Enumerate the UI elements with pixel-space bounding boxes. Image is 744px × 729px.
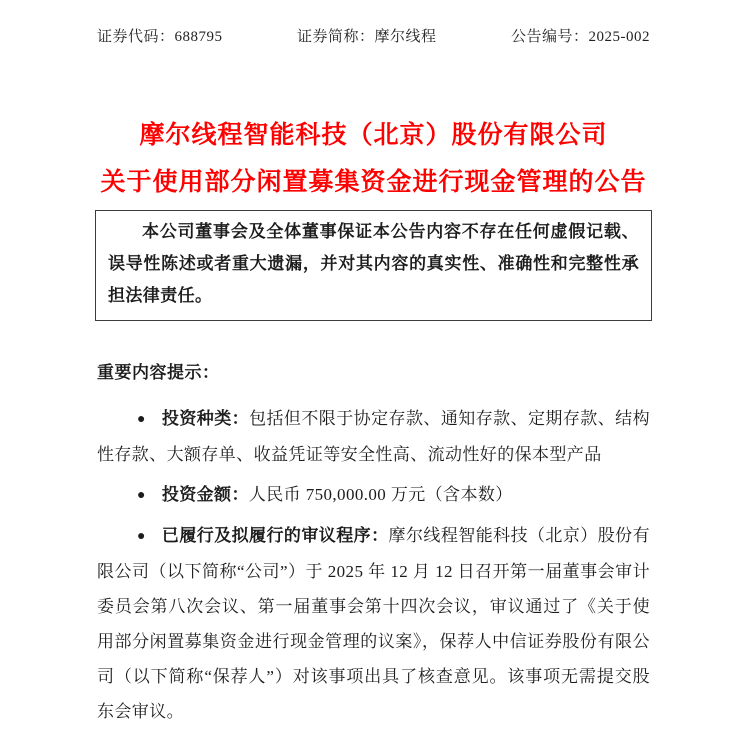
document-title bbox=[97, 112, 650, 206]
board-disclaimer-box bbox=[95, 210, 652, 321]
stock-name-value: 摩尔线程 bbox=[374, 29, 437, 45]
board-disclaimer-text: 本公司董事会及全体董事保证本公告内容不存在任何虚假记载、误导性陈述或者重大遗漏，并对其内容的真实性、准确性和完整性承担法律责任。 bbox=[108, 222, 639, 305]
bullet-review-procedures-label: 已履行及拟履行的审议程序： bbox=[161, 526, 389, 545]
bullet-investment-amount bbox=[97, 477, 650, 513]
stock-code bbox=[97, 26, 223, 48]
securities-header-row bbox=[97, 26, 650, 48]
bullet-icon: ● bbox=[137, 529, 146, 544]
company-name-title: 摩尔线程智能科技（北京）股份有限公司 bbox=[139, 121, 608, 149]
stock-code-label: 证券代码： bbox=[97, 29, 175, 45]
stock-name-label: 证券简称： bbox=[296, 29, 375, 45]
bullet-review-procedures-text: 摩尔线程智能科技（北京）股份有限公司（以下简称“公司”）于 2025 年 12 月 12 日召开第一届董事会审计委员会第八次会议、第一届董事会第十四次会议，审议通过了《关于使用部分闲置募集资金进行现金管理的议案》，保荐人中信证券股份有限公司（以下简称“保荐人”）对该事项出具了核查意见。该事项无需提交股东会审议。 bbox=[97, 526, 650, 721]
bullet-investment-type-label: 投资种类： bbox=[161, 409, 250, 428]
bullet-icon: ● bbox=[137, 488, 146, 503]
announcement-subject-title: 关于使用部分闲置募集资金进行现金管理的公告 bbox=[100, 168, 647, 196]
stock-code-value: 688795 bbox=[174, 29, 223, 45]
important-note-heading: 重要内容提示： bbox=[97, 363, 220, 382]
bullet-icon: ● bbox=[137, 412, 146, 427]
bullet-investment-type-text: 包括但不限于协定存款、通知存款、定期存款、结构性存款、大额存单、收益凭证等安全性高、流动性好的保本型产品 bbox=[97, 409, 650, 464]
announcement-number bbox=[511, 26, 650, 48]
bullet-review-procedures bbox=[97, 518, 650, 729]
bullet-investment-amount-text: 人民币 750,000.00 万元（含本数） bbox=[248, 485, 513, 504]
announcement-number-value: 2025-002 bbox=[588, 29, 650, 45]
bullet-investment-amount-label: 投资金额： bbox=[161, 485, 249, 504]
announcement-number-label: 公告编号： bbox=[510, 29, 589, 45]
stock-name bbox=[297, 26, 437, 48]
bullet-investment-type bbox=[97, 401, 650, 472]
